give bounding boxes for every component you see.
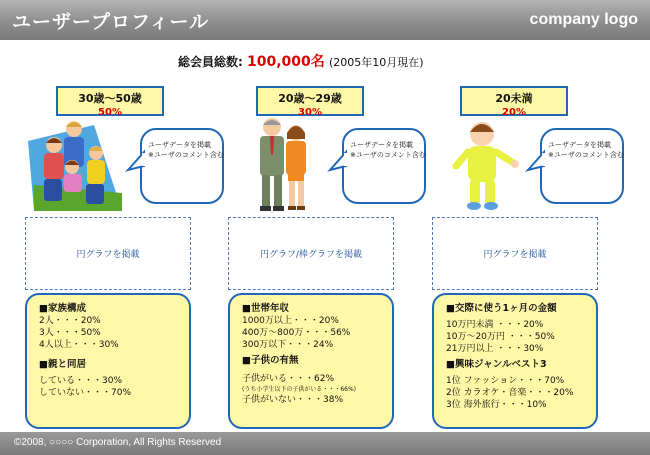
segment-1-chart-placeholder (25, 217, 191, 290)
info-heading: ■交際に使う1ヶ月の金額 (446, 303, 557, 314)
total-value: 100,000名 (247, 54, 325, 70)
bubble-line: ユーザデータを掲載 (548, 141, 611, 149)
info-row: 300万以下・・・24% (242, 340, 334, 350)
bubble-line: ※ユーザのコメント含む (350, 151, 426, 159)
bubble-tail-icon (528, 152, 544, 172)
segment-3-chart-placeholder (432, 217, 598, 290)
info-row: 10万〜20万円 ・・・50% (446, 332, 555, 342)
info-row: 子供がいる・・・62% (242, 374, 335, 384)
segment-1-info-box (25, 293, 191, 429)
segment-2-percent: 30% (298, 107, 322, 118)
segment-3-info-box (432, 293, 598, 429)
segment-3-header (460, 86, 568, 116)
info-row: 3人・・・50% (39, 328, 101, 338)
bubble-tail-icon (128, 152, 144, 172)
info-row: 1000万以上・・・20% (242, 316, 339, 326)
info-row: 21万円以上 ・・・30% (446, 344, 544, 354)
bubble-line: ※ユーザのコメント含む (148, 151, 224, 159)
family-illustration (24, 115, 128, 211)
info-heading: ■興味ジャンルベスト3 (446, 359, 547, 370)
segment-1-header (56, 86, 164, 116)
info-row: 400万〜800万・・・56% (242, 328, 351, 338)
info-row: 子供がいない・・・38% (242, 395, 344, 405)
page-title: ユーザープロフィール (12, 11, 210, 33)
bubble-tail-icon (330, 152, 346, 172)
info-heading: ■親と同居 (39, 359, 86, 370)
total-label: 総会員総数: (178, 55, 243, 69)
segment-3-speech-bubble (540, 128, 624, 204)
segment-2-speech-bubble (342, 128, 426, 204)
info-heading: ■子供の有無 (242, 355, 299, 366)
info-row: していない・・・70% (39, 388, 132, 398)
child-illustration (452, 118, 524, 212)
info-row: 10万円未満 ・・・20% (446, 320, 544, 330)
company-logo: company logo (529, 11, 638, 28)
segment-3-percent: 20% (502, 107, 526, 118)
copyright-text: ©2008, ○○○○ Corporation, All Rights Reserved (14, 437, 222, 448)
chart-placeholder-label: 円グラフ/棒グラフを掲載 (259, 250, 363, 260)
couple-illustration (252, 115, 316, 213)
segment-2-info-box (228, 293, 394, 429)
info-heading: ■家族構成 (39, 303, 86, 314)
chart-placeholder-label: 円グラフを掲載 (483, 250, 547, 260)
segment-1-speech-bubble (140, 128, 224, 204)
bubble-line: ユーザデータを掲載 (350, 141, 413, 149)
header-bar (0, 0, 650, 40)
info-row: 3位 海外旅行・・・10% (446, 400, 547, 410)
info-row: している・・・30% (39, 376, 123, 386)
segment-1-age: 30歳〜50歳 (78, 92, 142, 105)
info-row: 2位 カラオケ・音楽・・・20% (446, 388, 574, 398)
segment-1-percent: 50% (98, 107, 122, 118)
segment-3-age: 20未満 (495, 92, 533, 105)
segment-2-chart-placeholder (228, 217, 394, 290)
segment-2-header (256, 86, 364, 116)
info-row: 4人以上・・・30% (39, 340, 119, 350)
info-row: 1位 ファッション・・・70% (446, 376, 565, 386)
info-row-note: (うち小学生以下の子供がいる・・・66%) (242, 386, 357, 393)
total-members (178, 51, 424, 71)
footer-bar (0, 432, 650, 455)
bubble-line: ユーザデータを掲載 (148, 141, 211, 149)
info-heading: ■世帯年収 (242, 303, 289, 314)
total-date: (2005年10月現在) (328, 56, 424, 69)
chart-placeholder-label: 円グラフを掲載 (76, 250, 140, 260)
bubble-line: ※ユーザのコメント含む (548, 151, 624, 159)
segment-2-age: 20歳〜29歳 (278, 92, 342, 105)
info-row: 2人・・・20% (39, 316, 101, 326)
